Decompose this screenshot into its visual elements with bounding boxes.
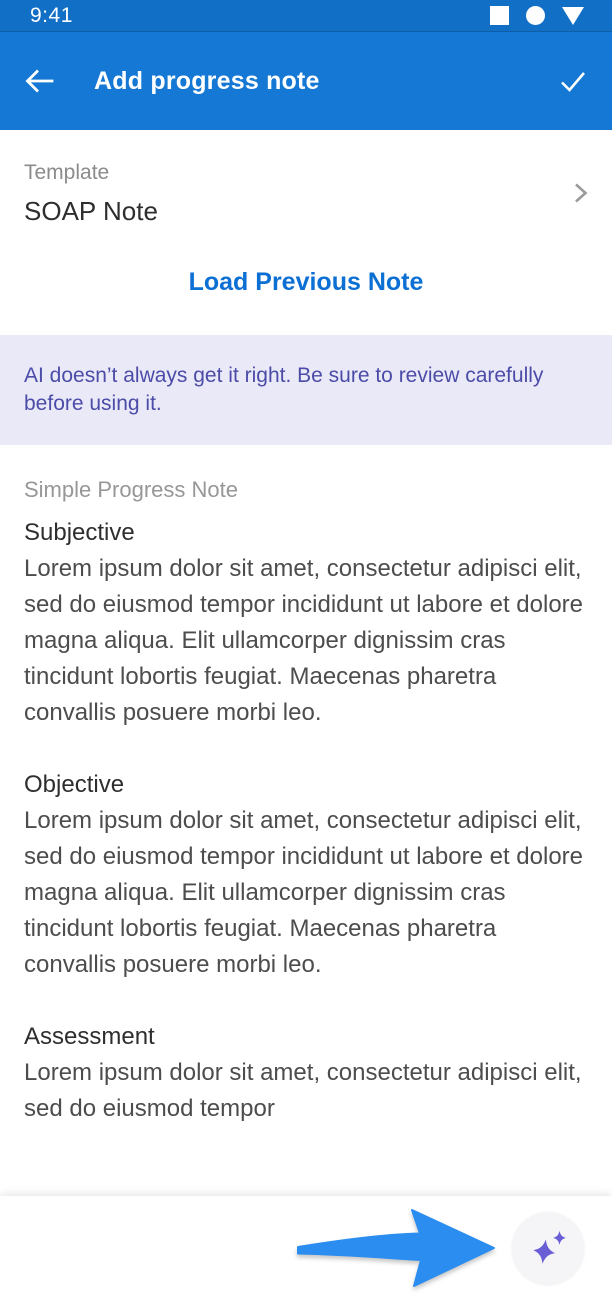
note-section-assessment — [24, 1019, 590, 1127]
status-bar — [0, 0, 612, 32]
status-time: 9:41 — [30, 3, 73, 27]
template-field — [24, 158, 158, 228]
status-triangle-icon — [562, 7, 584, 25]
note-section-heading: Subjective — [24, 519, 135, 546]
status-square-icon — [490, 6, 509, 25]
ai-sparkle-icon — [525, 1225, 571, 1271]
arrow-left-icon — [22, 64, 56, 98]
app-bar — [0, 32, 612, 130]
template-field-label: Template — [24, 161, 110, 184]
note-content-scroll[interactable] — [0, 130, 612, 1298]
annotation-arrow-icon — [293, 1206, 500, 1290]
template-field-value: SOAP Note — [24, 196, 158, 226]
page-title: Add progress note — [94, 66, 320, 95]
back-button[interactable] — [22, 64, 56, 98]
status-circle-icon — [526, 6, 545, 25]
status-icons — [490, 6, 584, 25]
ai-generate-button[interactable] — [512, 1212, 584, 1284]
note-section-body: Lorem ipsum dolor sit amet, consectetur adipisci elit, sed do eiusmod tempor incididunt ut labore et dolore magna aliqua. Elit ullamcorper dignissim cras tincidunt lobortis feugiat. Maecenas pharetra convallis posuere morbi leo. — [24, 807, 584, 978]
template-selector-row[interactable] — [0, 130, 612, 228]
ai-disclaimer-banner — [0, 335, 612, 445]
note-section-heading: Assessment — [24, 1023, 155, 1050]
note-section-subjective — [24, 515, 590, 731]
note-section-body: Lorem ipsum dolor sit amet, consectetur adipisci elit, sed do eiusmod tempor incididunt ut labore et dolore magna aliqua. Elit ullamcorper dignissim cras tincidunt lobortis feugiat. Maecenas pharetra convallis posuere morbi leo. — [24, 555, 584, 726]
bottom-bar — [0, 1196, 612, 1298]
note-section-body: Lorem ipsum dolor sit amet, consectetur adipisci elit, sed do eiusmod tempor — [24, 1059, 582, 1122]
note-section-heading: Objective — [24, 771, 125, 798]
note-template-title: Simple Progress Note — [24, 477, 238, 502]
load-previous-note-button[interactable]: Load Previous Note — [188, 268, 424, 296]
chevron-right-icon — [566, 179, 594, 207]
confirm-button[interactable] — [556, 64, 590, 98]
note-section-objective — [24, 767, 590, 983]
ai-disclaimer-text: AI doesn’t always get it right. Be sure to review carefully before using it. — [24, 364, 544, 415]
check-icon — [556, 64, 590, 98]
note-editor[interactable] — [0, 445, 612, 1127]
